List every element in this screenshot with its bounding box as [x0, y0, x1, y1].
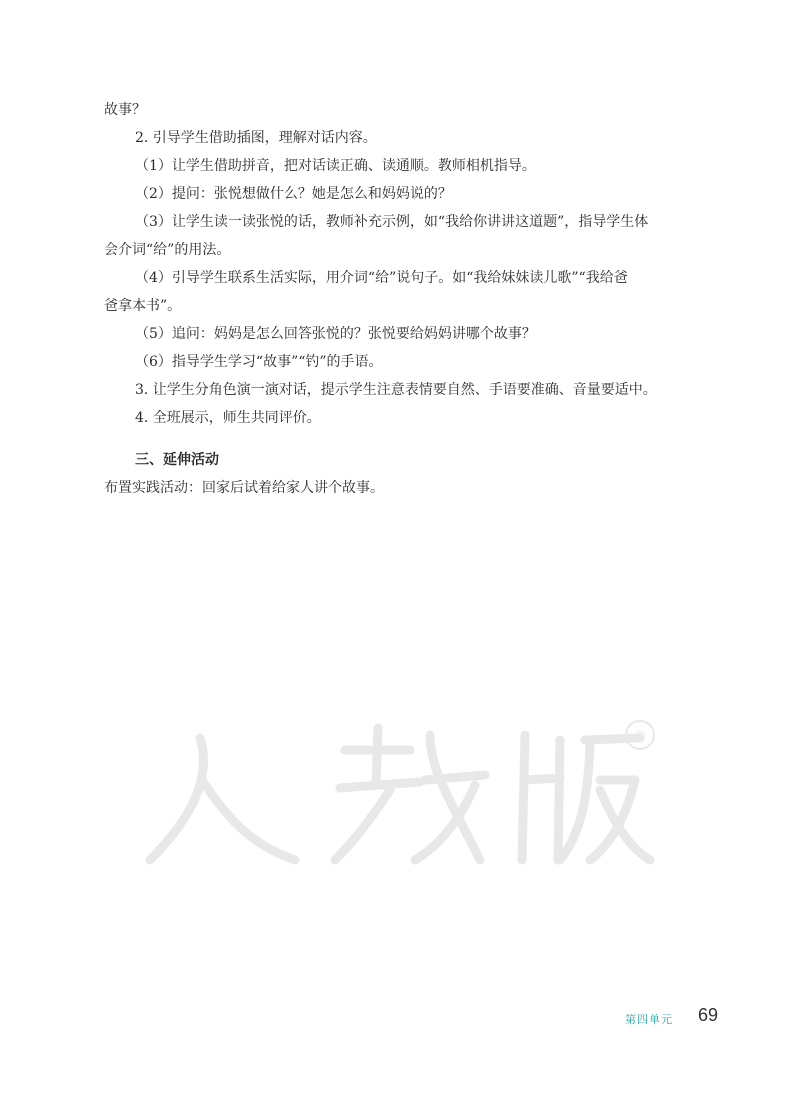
- text-line: （3）让学生读一读张悦的话，教师补充示例，如“我给你讲讲这道题”，指导学生体: [135, 214, 649, 230]
- text-line: 2. 引导学生借助插图，理解对话内容。: [135, 130, 377, 146]
- text-line: （5）追问：妈妈是怎么回答张悦的？张悦要给妈妈讲哪个故事？: [135, 326, 536, 342]
- text-line: 4. 全班展示，师生共同评价。: [135, 410, 321, 426]
- registered-mark: ®: [633, 728, 647, 744]
- unit-label: 第四单元: [625, 1013, 673, 1026]
- section-heading: 三、延伸活动: [135, 452, 219, 468]
- page-body: [104, 96, 720, 502]
- publisher-watermark-logo: [130, 710, 670, 880]
- page-number: 69: [698, 1005, 719, 1025]
- text-line: （6）指导学生学习“故事”“钓”的手语。: [135, 354, 383, 370]
- text-line: 3. 让学生分角色演一演对话，提示学生注意表情要自然、手语要准确、音量要适中。: [135, 382, 657, 398]
- text-line: 会介词“给”的用法。: [104, 242, 231, 258]
- section-text: 布置实践活动：回家后试着给家人讲个故事。: [104, 480, 384, 496]
- text-line: （4）引导学生联系生活实际，用介词“给”说句子。如“我给妹妹读儿歌”“我给爸: [135, 270, 628, 286]
- text-line: 爸拿本书”。: [104, 298, 182, 314]
- text-line: （2）提问：张悦想做什么？她是怎么和妈妈说的？: [135, 186, 452, 202]
- text-line: （1）让学生借助拼音，把对话读正确、读通顺。教师相机指导。: [135, 158, 536, 174]
- text-line: 故事？: [104, 102, 146, 118]
